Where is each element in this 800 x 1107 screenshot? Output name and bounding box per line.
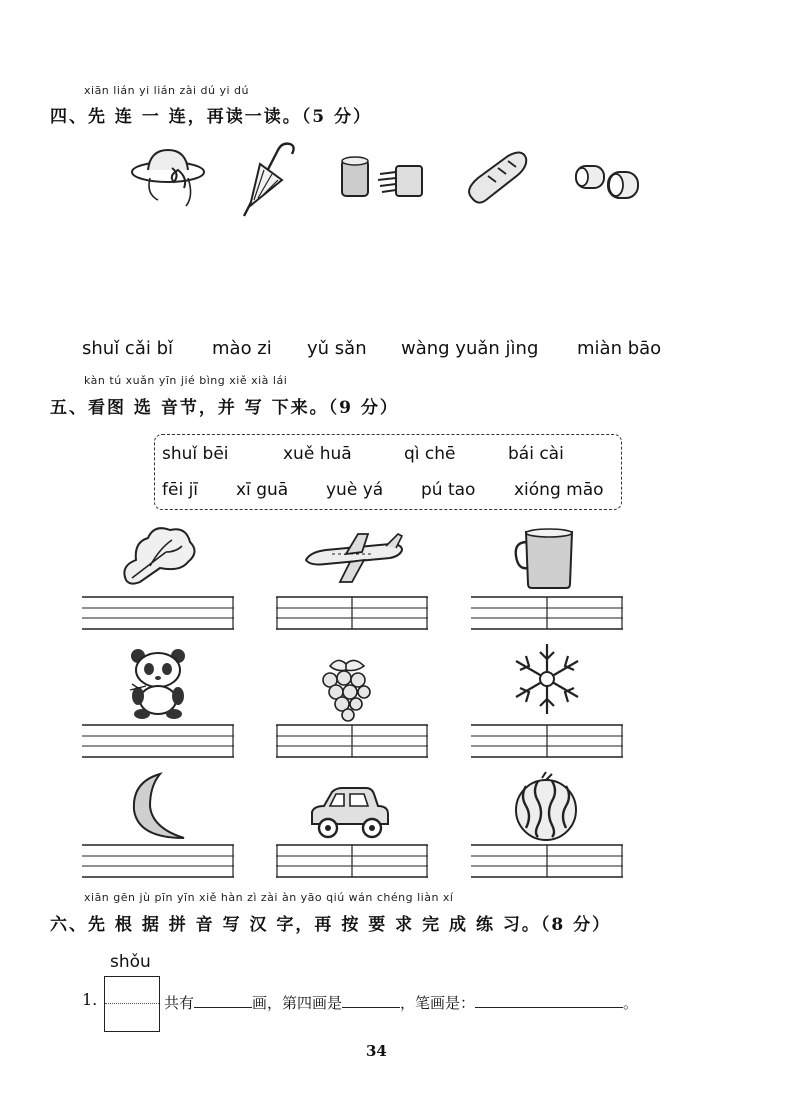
blank-stroke-order[interactable] [475, 993, 623, 1008]
binoculars-icon[interactable] [568, 156, 648, 206]
panda-icon [126, 646, 190, 720]
blank-stroke-count[interactable] [194, 993, 252, 1008]
pencil-cup-icon[interactable] [336, 152, 428, 200]
cabbage-icon [120, 522, 200, 588]
option-qi-che[interactable]: qì chē [404, 444, 456, 464]
word-wang-yuan-jing[interactable]: wàng yuǎn jìng [401, 338, 539, 359]
word-shui-cai-bi[interactable]: shuǐ cǎi bǐ [82, 338, 173, 359]
item-number: 1. [82, 990, 98, 1009]
text-stroke-order: ，笔画是： [400, 994, 476, 1012]
cup-icon [512, 526, 584, 590]
blank-fourth-stroke[interactable] [342, 993, 400, 1008]
writing-lines-grapes[interactable] [276, 724, 428, 758]
writing-lines-watermelon[interactable] [471, 844, 623, 878]
section5-title: 五、看图 选 音节，并 写 下来。（9 分） [50, 398, 399, 418]
writing-lines-panda[interactable] [82, 724, 234, 758]
option-bai-cai[interactable]: bái cài [508, 444, 564, 464]
option-xi-gua[interactable]: xī guā [236, 480, 289, 500]
exercise-sentence [164, 992, 638, 1013]
item-pinyin: shǒu [110, 952, 151, 972]
text-fourth-stroke: 画，第四画是 [252, 994, 343, 1012]
watermelon-icon [512, 772, 580, 842]
page-number: 34 [366, 1042, 387, 1060]
text-period: 。 [623, 994, 639, 1012]
word-mao-zi[interactable]: mào zi [212, 338, 272, 359]
section5-pinyin-hint: kàn tú xuǎn yīn jié bìng xiě xià lái [84, 374, 288, 387]
section4-pinyin-hint: xiān lián yi lián zài dú yi dú [84, 84, 250, 97]
writing-lines-cabbage[interactable] [82, 596, 234, 630]
hat-icon[interactable] [128, 142, 208, 214]
section6-title: 六、先 根 据 拼 音 写 汉 字，再 按 要 求 完 成 练 习。（8 分） [50, 915, 612, 935]
writing-lines-airplane[interactable] [276, 596, 428, 630]
writing-lines-cup[interactable] [471, 596, 623, 630]
umbrella-icon[interactable] [238, 140, 300, 220]
airplane-icon [302, 530, 406, 586]
option-yue-ya[interactable]: yuè yá [326, 480, 384, 500]
writing-lines-car[interactable] [276, 844, 428, 878]
grapes-icon [316, 656, 378, 722]
option-pu-tao[interactable]: pú tao [421, 480, 476, 500]
bread-icon[interactable] [464, 148, 530, 206]
section6-pinyin-hint: xiān gēn jù pīn yīn xiě hàn zì zài àn yāo qiú wán chéng liàn xí [84, 891, 454, 904]
word-yu-san[interactable]: yǔ sǎn [307, 338, 367, 359]
writing-lines-moon[interactable] [82, 844, 234, 878]
moon-icon [130, 772, 186, 842]
car-icon [308, 786, 392, 840]
word-mian-bao[interactable]: miàn bāo [577, 338, 662, 359]
option-fei-ji[interactable]: fēi jī [162, 480, 199, 500]
snowflake-icon [510, 642, 584, 716]
option-shui-bei[interactable]: shuǐ bēi [162, 444, 229, 464]
writing-lines-snowflake[interactable] [471, 724, 623, 758]
section4-title: 四、先 连 一 连，再读一读。（5 分） [50, 107, 373, 127]
character-writing-box[interactable] [104, 976, 160, 1032]
text-total-strokes: 共有 [164, 994, 195, 1012]
option-xue-hua[interactable]: xuě huā [283, 444, 352, 464]
word-mao-zi-row [82, 338, 173, 359]
option-xiong-mao[interactable]: xióng māo [514, 480, 604, 500]
